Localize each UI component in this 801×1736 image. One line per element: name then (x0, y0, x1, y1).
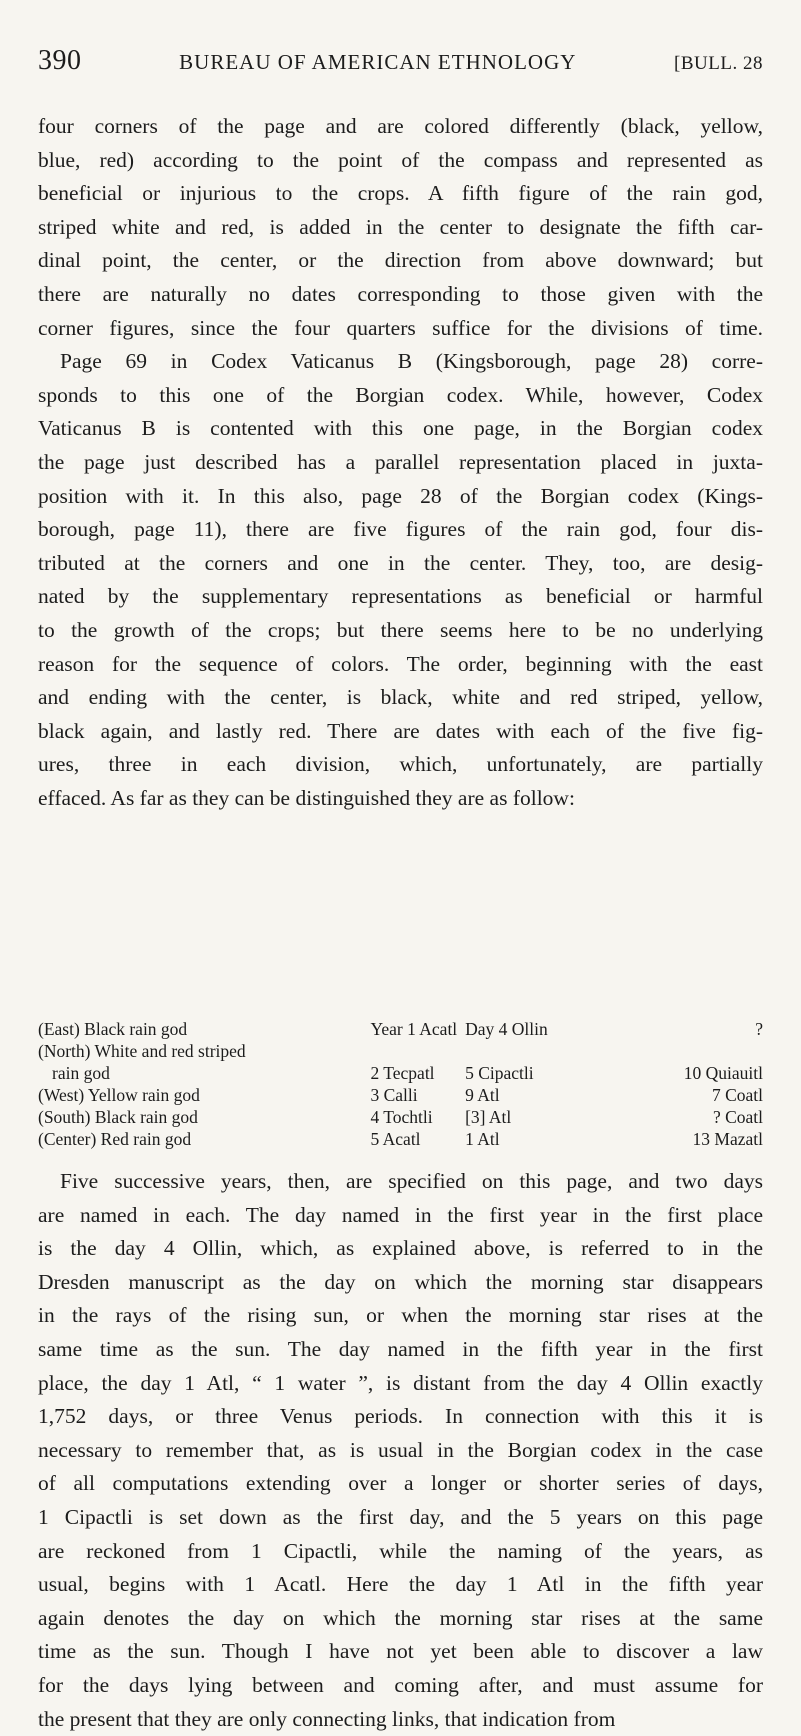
table-row (38, 1106, 763, 1128)
year-cell: 2 Tecpatl (370, 1062, 465, 1084)
text-line: black again, and lastly red. There are dates with each of the five fig- (38, 715, 763, 749)
text-line: effaced. As far as they can be distinguished they are as follow: (38, 782, 763, 816)
text-line: the page just described has a parallel representation placed in juxta- (38, 446, 763, 480)
text-line: beneficial or injurious to the crops. A fifth figure of the rain god, (38, 177, 763, 211)
extra-day-cell: 7 Coatl (612, 1084, 763, 1106)
paragraph-1 (38, 110, 763, 815)
paragraph-2 (38, 1165, 763, 1736)
text-line: for the days lying between and coming after, and must assume for (38, 1669, 763, 1703)
day-cell: Day 4 Ollin (465, 1018, 612, 1040)
extra-day-cell: 10 Quiauitl (612, 1062, 763, 1084)
text-line: to the growth of the crops; but there seems here to be no underlying (38, 614, 763, 648)
text-line: necessary to remember that, as is usual in the Borgian codex in the case (38, 1434, 763, 1468)
page-number: 390 (38, 45, 82, 77)
text-line: blue, red) according to the point of the compass and represented as (38, 144, 763, 178)
text-line: four corners of the page and are colored differently (black, yellow, (38, 110, 763, 144)
text-line: there are naturally no dates corresponding to those given with the (38, 278, 763, 312)
table-row (38, 1062, 763, 1084)
text-line: nated by the supplementary representations as beneficial or harmful (38, 580, 763, 614)
text-line: tributed at the corners and one in the center. They, too, are desig- (38, 547, 763, 581)
table-row (38, 1084, 763, 1106)
text-line: is the day 4 Ollin, which, as explained above, is referred to in the (38, 1232, 763, 1266)
text-line: Five successive years, then, are specified on this page, and two days (38, 1165, 763, 1199)
table-row (38, 1040, 763, 1062)
text-line: Page 69 in Codex Vaticanus B (Kingsborough, page 28) corre- (38, 345, 763, 379)
text-line: Dresden manuscript as the day on which the morning star disappears (38, 1266, 763, 1300)
text-line: dinal point, the center, or the direction from above downward; but (38, 244, 763, 278)
text-line: are reckoned from 1 Cipactli, while the naming of the years, as (38, 1535, 763, 1569)
text-line: Vaticanus B is contented with this one page, in the Borgian codex (38, 412, 763, 446)
day-cell: 5 Cipactli (465, 1062, 612, 1084)
text-line: are named in each. The day named in the first year in the first place (38, 1199, 763, 1233)
row-label: rain god (38, 1062, 370, 1084)
row-label: (East) Black rain god (38, 1018, 370, 1040)
row-label: (West) Yellow rain god (38, 1084, 370, 1106)
table-row (38, 1128, 763, 1150)
extra-day-cell: ? (612, 1018, 763, 1040)
text-line: the present that they are only connecting links, that indication from (38, 1703, 763, 1736)
day-cell: [3] Atl (465, 1106, 612, 1128)
text-line: striped white and red, is added in the center to designate the fifth car- (38, 211, 763, 245)
extra-day-cell: 13 Mazatl (612, 1128, 763, 1150)
page-header (38, 45, 763, 85)
year-cell: 5 Acatl (370, 1128, 465, 1150)
text-line: time as the sun. Though I have not yet been able to discover a law (38, 1635, 763, 1669)
year-cell: 3 Calli (370, 1084, 465, 1106)
row-label: (South) Black rain god (38, 1106, 370, 1128)
text-line: sponds to this one of the Borgian codex. While, however, Codex (38, 379, 763, 413)
row-label: (North) White and red striped (38, 1040, 370, 1062)
text-line: reason for the sequence of colors. The order, beginning with the east (38, 648, 763, 682)
text-line: ures, three in each division, which, unfortunately, are partially (38, 748, 763, 782)
text-line: 1,752 days, or three Venus periods. In connection with this it is (38, 1400, 763, 1434)
year-cell: 4 Tochtli (370, 1106, 465, 1128)
text-line: in the rays of the rising sun, or when the morning star rises at the (38, 1299, 763, 1333)
bulletin-label: [BULL. 28 (674, 53, 763, 75)
running-head: BUREAU OF AMERICAN ETHNOLOGY (179, 50, 576, 75)
text-line: place, the day 1 Atl, “ 1 water ”, is distant from the day 4 Ollin exactly (38, 1367, 763, 1401)
day-cell: 9 Atl (465, 1084, 612, 1106)
text-line: same time as the sun. The day named in the fifth year in the first (38, 1333, 763, 1367)
dates-table (38, 1018, 763, 1150)
row-label: (Center) Red rain god (38, 1128, 370, 1150)
text-line: borough, page 11), there are five figures of the rain god, four dis- (38, 513, 763, 547)
text-line: of all computations extending over a longer or shorter series of days, (38, 1467, 763, 1501)
text-line: position with it. In this also, page 28 of the Borgian codex (Kings- (38, 480, 763, 514)
text-line: usual, begins with 1 Acatl. Here the day 1 Atl in the fifth year (38, 1568, 763, 1602)
table-row (38, 1018, 763, 1040)
text-line: again denotes the day on which the morning star rises at the same (38, 1602, 763, 1636)
text-line: 1 Cipactli is set down as the first day, and the 5 years on this page (38, 1501, 763, 1535)
day-cell: 1 Atl (465, 1128, 612, 1150)
year-cell: Year 1 Acatl (370, 1018, 465, 1040)
extra-day-cell: ? Coatl (612, 1106, 763, 1128)
text-line: corner figures, since the four quarters suffice for the divisions of time. (38, 312, 763, 346)
text-line: and ending with the center, is black, white and red striped, yellow, (38, 681, 763, 715)
